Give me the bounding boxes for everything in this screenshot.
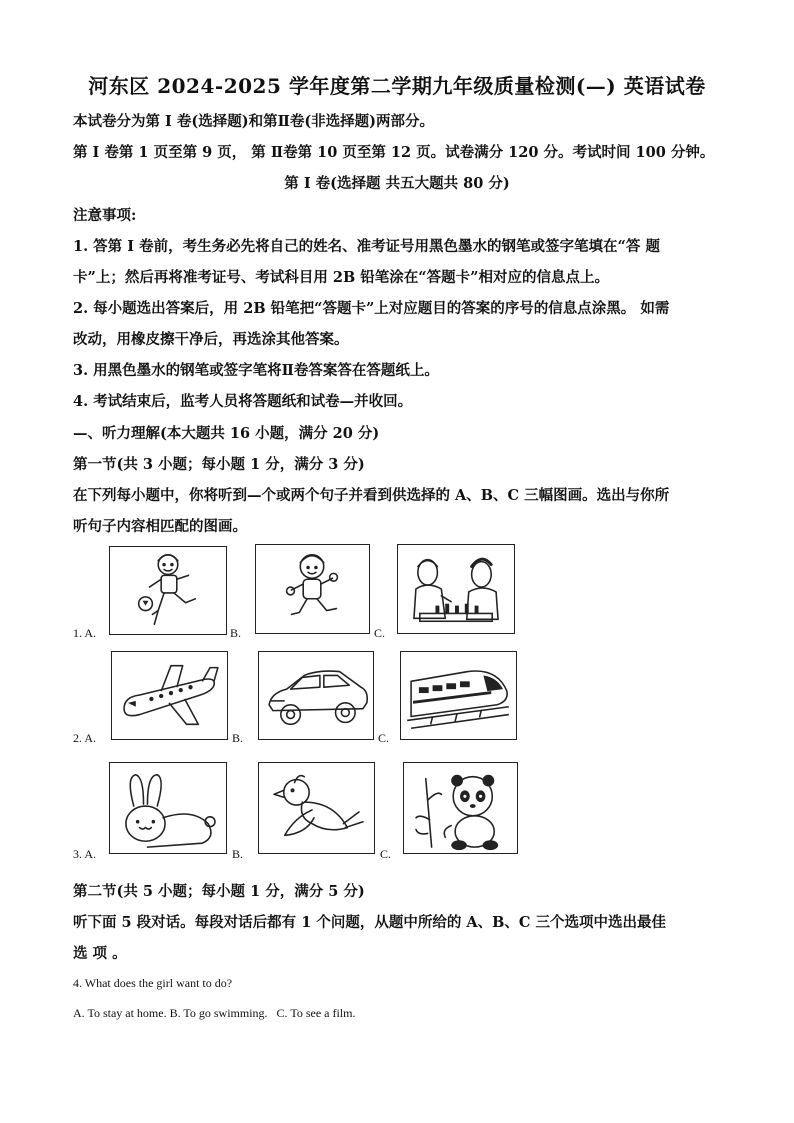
exam-title: 河东区 2024-2025 学年度第二学期九年级质量检测(—) 英语试卷 bbox=[88, 74, 706, 98]
notes-heading: 注意事项: bbox=[73, 207, 137, 224]
question-1-label: 1. A. bbox=[73, 626, 97, 640]
picture-train[interactable] bbox=[400, 651, 517, 740]
rabbit-icon bbox=[110, 763, 226, 853]
intro-line-1: 本试卷分为第 I 卷(选择题)和第Ⅱ卷(非选择题)两部分。 bbox=[73, 113, 435, 130]
note-line: 4. 考试结束后，监考人员将答题纸和试卷—并收回。 bbox=[73, 393, 413, 410]
question-4-options: A. To stay at home. B. To go swimming. C. To see a film. bbox=[73, 1006, 356, 1020]
panda-icon bbox=[404, 763, 517, 853]
boy-football-icon bbox=[110, 547, 226, 634]
part2-instruction: 选 项 。 bbox=[73, 945, 127, 962]
chess-players-icon bbox=[398, 545, 514, 633]
intro-line-2: 第 I 卷第 1 页至第 9 页， 第 Ⅱ卷第 10 页至第 12 页。试卷满分 120 分。考试时间 100 分钟。 bbox=[73, 144, 715, 161]
part2-instruction: 听下面 5 段对话。每段对话后都有 1 个问题，从题中所给的 A、B、C 三个选项中选出最佳 bbox=[73, 914, 667, 931]
part1-instruction: 在下列每小题中，你将听到—个或两个句子并看到供选择的 A、B、C 三幅图画。选出与你所 bbox=[73, 487, 670, 504]
note-line: 卡”上；然后再将准考证号、考试科目用 2B 铅笔涂在“答题卡”相对应的信息点上。 bbox=[73, 269, 609, 286]
part1-heading: 第一节(共 3 小题；每小题 1 分，满分 3 分) bbox=[73, 456, 365, 473]
train-icon bbox=[401, 652, 516, 739]
picture-rabbit[interactable] bbox=[109, 762, 227, 854]
note-line: 2. 每小题选出答案后，用 2B 铅笔把“答题卡”上对应题目的答案的序号的信息点涂黑。 如需 bbox=[73, 300, 670, 317]
question-2-label: 2. A. bbox=[73, 731, 97, 745]
note-line: 1. 答第 I 卷前，考生务必先将自己的姓名、准考证号用黑色墨水的钢笔或签字笔填在“答 题 bbox=[73, 238, 660, 255]
part1-instruction: 听句子内容相匹配的图画。 bbox=[73, 518, 247, 535]
question-3-label: 3. A. bbox=[73, 847, 97, 861]
note-line: 改动，用橡皮擦干净后，再选涂其他答案。 bbox=[73, 331, 349, 348]
picture-airplane[interactable] bbox=[111, 651, 228, 740]
option-c-label: C. bbox=[374, 626, 386, 640]
question-4: 4. What does the girl want to do? bbox=[73, 976, 233, 990]
section-title: 第 I 卷(选择题 共五大题共 80 分) bbox=[284, 175, 510, 192]
option-b-label: B. bbox=[230, 626, 242, 640]
picture-panda[interactable] bbox=[403, 762, 518, 854]
note-line: 3. 用黑色墨水的钢笔或签字笔将Ⅱ卷答案答在答题纸上。 bbox=[73, 362, 439, 379]
part2-heading: 第二节(共 5 小题；每小题 1 分，满分 5 分) bbox=[73, 883, 365, 900]
boy-running-icon bbox=[256, 545, 369, 633]
picture-car[interactable] bbox=[258, 651, 374, 740]
picture-bird[interactable] bbox=[258, 762, 375, 854]
option-c-label: C. bbox=[378, 731, 390, 745]
bird-icon bbox=[259, 763, 374, 853]
car-icon bbox=[259, 652, 373, 739]
option-b-label: B. bbox=[232, 731, 244, 745]
picture-men-chess[interactable] bbox=[397, 544, 515, 634]
picture-boy-football[interactable] bbox=[109, 546, 227, 635]
option-c-label: C. bbox=[380, 847, 392, 861]
option-b-label: B. bbox=[232, 847, 244, 861]
listening-heading: —、听力理解(本大题共 16 小题，满分 20 分) bbox=[73, 425, 380, 442]
airplane-icon bbox=[112, 652, 227, 739]
picture-boy-running[interactable] bbox=[255, 544, 370, 634]
